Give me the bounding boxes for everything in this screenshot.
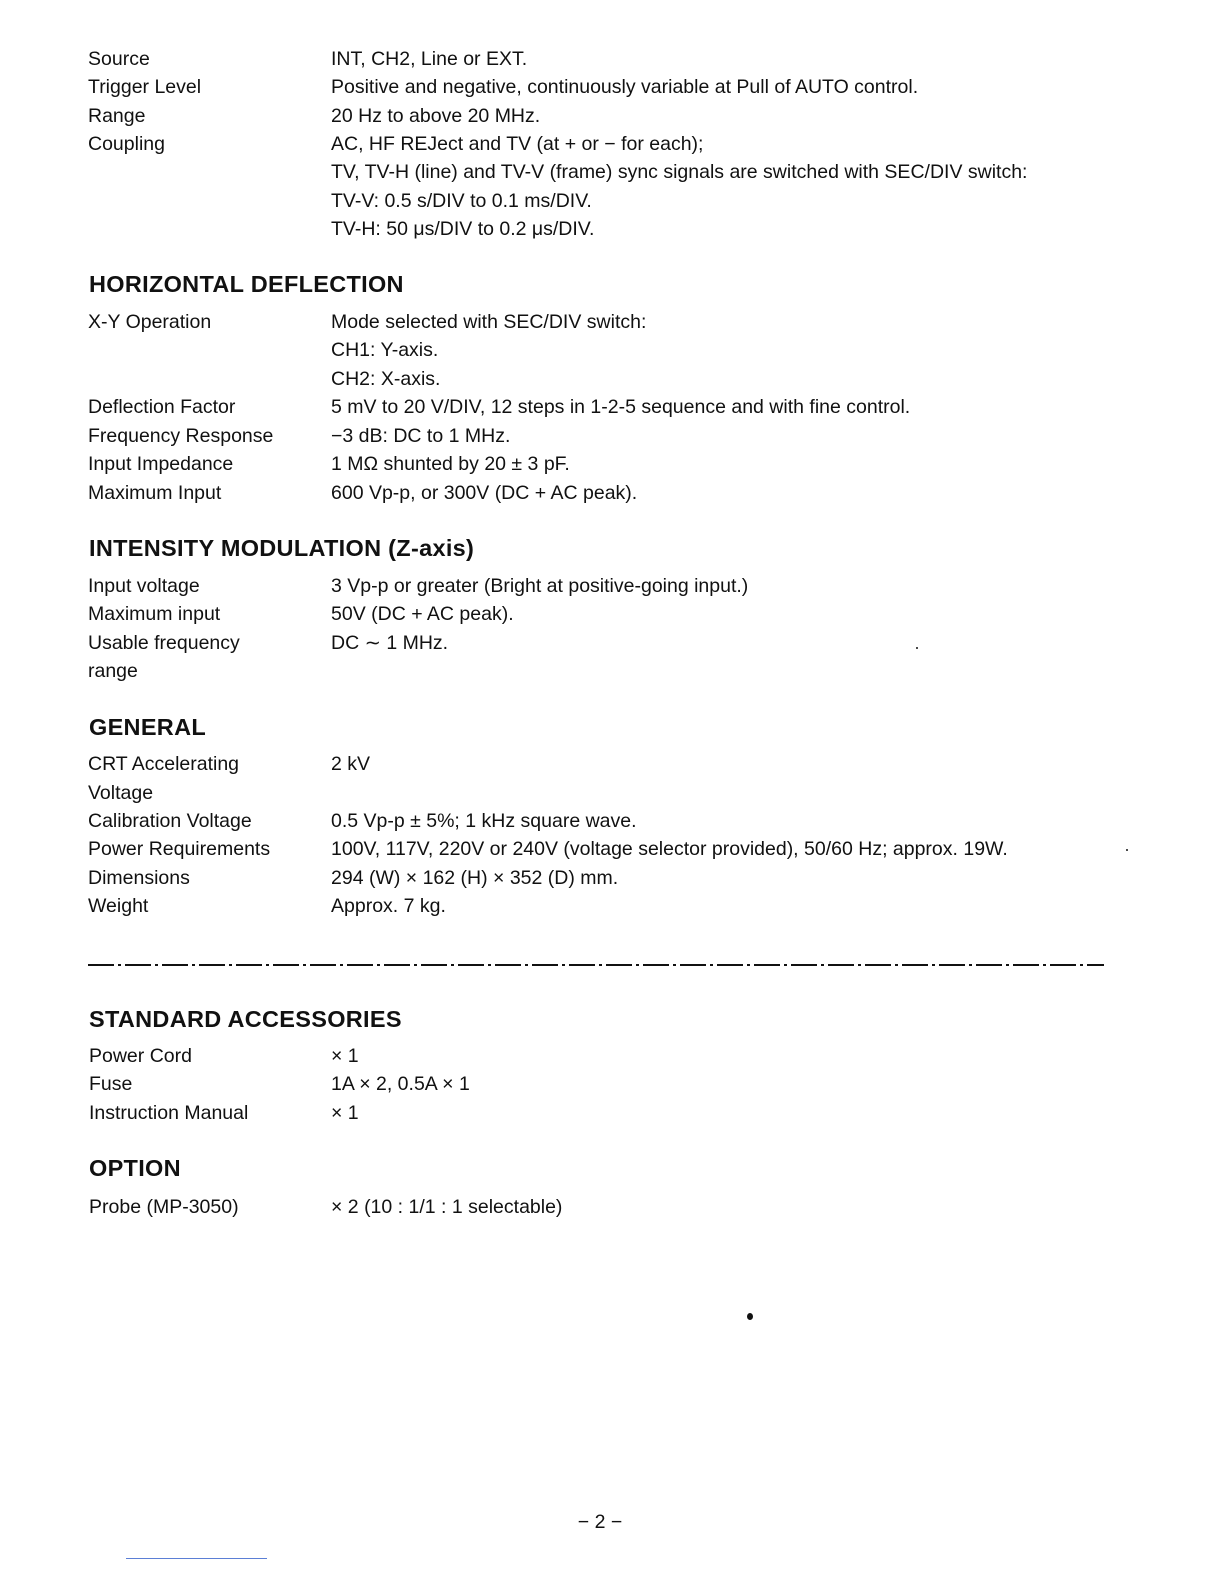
scan-speck (1126, 849, 1128, 851)
spec-value: CH2: X-axis. (331, 368, 441, 390)
spec-row-range (0, 102, 1224, 131)
section-divider (88, 964, 1104, 966)
spec-row-instruction-manual (0, 1099, 1224, 1128)
scan-speck (747, 1313, 753, 1320)
spec-row-usable-frequency (0, 629, 1224, 658)
spec-label: Voltage (88, 782, 154, 804)
spec-label: Maximum Input (88, 482, 222, 504)
spec-value: Positive and negative, continuously variable at Pull of AUTO control. (331, 76, 919, 98)
spec-label: Deflection Factor (88, 396, 236, 418)
spec-label: Weight (88, 895, 149, 917)
spec-value: 50V (DC + AC peak). (331, 603, 514, 625)
spec-row-maximum-input (0, 479, 1224, 508)
spec-value: TV-H: 50 μs/DIV to 0.2 μs/DIV. (331, 218, 595, 240)
spec-value: 5 mV to 20 V/DIV, 12 steps in 1-2-5 sequence and with fine control. (331, 396, 911, 418)
section-heading-general: GENERAL (89, 714, 206, 740)
spec-value: CH1: Y-axis. (331, 339, 439, 361)
spec-row-probe (0, 1193, 1224, 1222)
spec-value: 2 kV (331, 753, 371, 775)
spec-label: Source (88, 48, 150, 70)
spec-row-xy-cont (0, 336, 1224, 365)
spec-label: CRT Accelerating (88, 753, 240, 775)
spec-value: 294 (W) × 162 (H) × 352 (D) mm. (331, 867, 619, 889)
spec-label: Calibration Voltage (88, 810, 252, 832)
section-heading-option: OPTION (89, 1155, 181, 1181)
spec-row-trigger-level (0, 73, 1224, 102)
spec-value: 1 MΩ shunted by 20 ± 3 pF. (331, 453, 570, 475)
spec-row-coupling-cont (0, 187, 1224, 216)
spec-row-crt-accelerating (0, 750, 1224, 779)
spec-label: Power Requirements (88, 838, 271, 860)
spec-value: 3 Vp-p or greater (Bright at positive-going input.) (331, 575, 749, 597)
spec-label: Fuse (89, 1073, 133, 1095)
section-heading-accessories: STANDARD ACCESSORIES (89, 1006, 402, 1032)
spec-row-maximum-input-z (0, 600, 1224, 629)
spec-value: TV-V: 0.5 s/DIV to 0.1 ms/DIV. (331, 190, 592, 212)
spec-row-source (0, 45, 1224, 74)
spec-label: Probe (MP-3050) (89, 1196, 239, 1218)
spec-label: Power Cord (89, 1045, 192, 1067)
spec-row-xy-operation (0, 308, 1224, 337)
spec-value: 100V, 117V, 220V or 240V (voltage selector provided), 50/60 Hz; approx. 19W. (331, 838, 1008, 860)
spec-label: Input voltage (88, 575, 200, 597)
spec-row-xy-cont (0, 365, 1224, 394)
spec-value: 0.5 Vp-p ± 5%; 1 kHz square wave. (331, 810, 637, 832)
spec-label: Usable frequency (88, 632, 240, 654)
spec-label: Trigger Level (88, 76, 202, 98)
spec-value: DC ∼ 1 MHz. (331, 632, 449, 654)
spec-label: Maximum input (88, 603, 221, 625)
spec-label: Coupling (88, 133, 165, 155)
spec-label: Frequency Response (88, 425, 274, 447)
spec-row-frequency-response (0, 422, 1224, 451)
spec-value: × 2 (10 : 1/1 : 1 selectable) (331, 1196, 563, 1218)
spec-row-input-impedance (0, 450, 1224, 479)
spec-row-coupling-cont (0, 215, 1224, 244)
spec-value: × 1 (331, 1102, 359, 1124)
spec-row-usable-frequency-cont (0, 657, 1224, 686)
spec-row-dimensions (0, 864, 1224, 893)
spec-label: Instruction Manual (89, 1102, 249, 1124)
spec-row-crt-accelerating-cont (0, 779, 1224, 808)
spec-label: X-Y Operation (88, 311, 212, 333)
spec-label: range (88, 660, 138, 682)
spec-row-calibration-voltage (0, 807, 1224, 836)
spec-row-coupling (0, 130, 1224, 159)
scan-speck (916, 647, 918, 649)
spec-value: TV, TV-H (line) and TV-V (frame) sync signals are switched with SEC/DIV switch: (331, 161, 1028, 183)
spec-value: 20 Hz to above 20 MHz. (331, 105, 541, 127)
spec-label: Input Impedance (88, 453, 234, 475)
spec-row-weight (0, 892, 1224, 921)
spec-row-power-requirements (0, 835, 1224, 864)
spec-label: Dimensions (88, 867, 190, 889)
spec-value: AC, HF REJect and TV (at + or − for each); (331, 133, 704, 155)
spec-value: × 1 (331, 1045, 359, 1067)
spec-row-input-voltage (0, 572, 1224, 601)
spec-row-power-cord (0, 1042, 1224, 1071)
spec-row-fuse (0, 1070, 1224, 1099)
spec-value: −3 dB: DC to 1 MHz. (331, 425, 511, 447)
spec-row-coupling-cont (0, 158, 1224, 187)
spec-value: Mode selected with SEC/DIV switch: (331, 311, 647, 333)
spec-value: INT, CH2, Line or EXT. (331, 48, 528, 70)
section-heading-horizontal: HORIZONTAL DEFLECTION (89, 271, 404, 297)
bottom-rule (126, 1558, 267, 1559)
spec-value: 1A × 2, 0.5A × 1 (331, 1073, 470, 1095)
page-number: − 2 − (577, 1511, 623, 1533)
spec-label: Range (88, 105, 146, 127)
section-heading-intensity: INTENSITY MODULATION (Z-axis) (89, 535, 475, 561)
spec-row-deflection-factor (0, 393, 1224, 422)
spec-value: Approx. 7 kg. (331, 895, 446, 917)
spec-value: 600 Vp-p, or 300V (DC + AC peak). (331, 482, 638, 504)
